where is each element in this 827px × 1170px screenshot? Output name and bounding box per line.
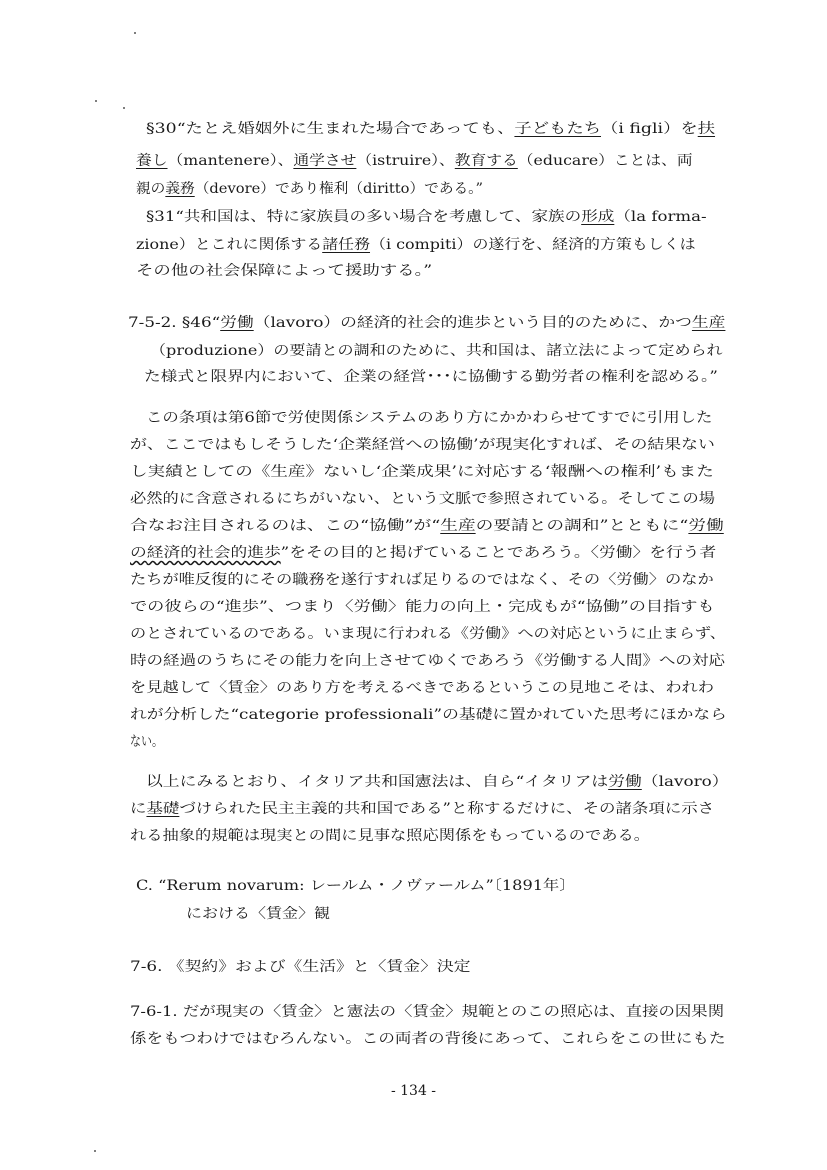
emphasized-term: 義務 (165, 181, 195, 197)
text-line (130, 626, 726, 642)
text-run: の要請との調和”とともに“ (475, 518, 689, 534)
text-run: （mantenere）、 (167, 153, 294, 169)
text-run: での彼らの“進歩”、つまり〈労働〉能力の向上・完成もが“協働”の目指すも (130, 599, 715, 615)
text-line (136, 878, 575, 894)
text-run: （educare）ことは、両 (517, 153, 693, 169)
text-run: （produzione）の要請との調和のために、共和国は、諸立法によって定められ (150, 343, 723, 359)
text-line (130, 599, 715, 615)
text-line (130, 572, 714, 588)
text-line (130, 518, 724, 534)
text-line (150, 343, 723, 359)
text-line (136, 181, 483, 197)
emphasized-term: 労働 (608, 774, 642, 790)
text-run: （i figli）を (601, 121, 698, 137)
text-line (130, 680, 714, 696)
text-run: た様式と限界内において、企業の経営･･･に協働する勤労者の権利を認める。” (144, 369, 718, 385)
text-line (186, 906, 330, 922)
emphasized-term: 教育する (454, 153, 518, 169)
text-line (130, 707, 727, 723)
text-line (130, 734, 163, 750)
text-line (130, 653, 725, 669)
text-run: づけられた民主主義的共和国である”と称するだけに、その諸条項に示さ (179, 801, 715, 817)
text-line (130, 1004, 724, 1020)
text-run: 以上にみるとおり、イタリア共和国憲法は、自ら“イタリアは (146, 774, 609, 790)
emphasized-term: 諸任務 (322, 237, 371, 253)
text-run: 親の (136, 181, 166, 197)
emphasized-term: 扶 (697, 121, 716, 137)
text-run: に (130, 801, 147, 817)
text-line (144, 369, 718, 385)
page-number: - 134 - (390, 1083, 437, 1099)
text-run: 必然的に含意されるにちがいない、という文脈で参照されている。そしてこの場 (130, 491, 715, 507)
scan-speck (94, 1150, 96, 1152)
text-run: のとされているのである。いま現に行われる《労働》への対応というに止まらず、 (130, 626, 726, 642)
text-line (130, 1031, 726, 1047)
text-run: この条項は第6節で労使関係システムのあり方にかかわらせてすでに引用した (146, 410, 713, 426)
emphasized-term: 生産 (440, 518, 476, 534)
text-run: （devore）であり権利（diritto）である。” (194, 181, 484, 197)
text-run: （istruire）、 (356, 153, 455, 169)
text-run: を見越して〈賃金〉のあり方を考えるべきであるというこの見地こそは、われわ (130, 680, 714, 696)
text-run: における〈賃金〉観 (186, 906, 330, 922)
text-run: （lavoro） (641, 774, 729, 790)
emphasized-term: 子どもたち (514, 121, 602, 137)
text-line (130, 828, 650, 844)
text-run: （la forma- (614, 209, 707, 225)
emphasized-term: の経済的社会的進歩 (130, 545, 281, 561)
emphasized-term: 通学させ (293, 153, 357, 169)
text-run: れる抽象的規範は現実との間に見事な照応関係をもっているのである。 (130, 828, 650, 844)
text-run: し実績としての《生産》ないし‘企業成果’に対応する‘報酬への権利’もまた (130, 464, 714, 480)
text-run: zione）とこれに関係する (136, 237, 323, 253)
scan-speck (123, 107, 125, 109)
text-line (128, 315, 725, 331)
emphasized-term: 養し (136, 153, 168, 169)
scan-speck (95, 100, 97, 102)
text-line (136, 153, 693, 169)
scan-speck (134, 32, 136, 34)
emphasized-term: 労働 (220, 315, 254, 331)
text-line (136, 263, 432, 279)
emphasized-term: 形成 (581, 209, 615, 225)
text-run: §30“たとえ婚姻外に生まれた場合であっても、 (146, 121, 515, 137)
text-line (146, 209, 707, 225)
text-line (130, 464, 714, 480)
text-line (130, 801, 714, 817)
text-run: 7-6. 《契約》および《生活》と〈賃金〉決定 (130, 959, 471, 975)
text-line (130, 437, 715, 453)
text-run: 係をもつわけではむろんない。この両者の背後にあって、これらをこの世にもた (130, 1031, 726, 1047)
text-run: が、ここではもしそうした‘企業経営への協働’が現実化すれば、その結果ない (130, 437, 715, 453)
text-run: その他の社会保障によって援助する。” (136, 263, 433, 279)
emphasized-term: 基礎 (146, 801, 180, 817)
text-run: ”をその目的と掲げていることであろう。〈労働〉を行う者 (280, 545, 717, 561)
emphasized-term: 生産 (691, 315, 726, 331)
emphasized-term: 労働 (688, 518, 724, 534)
text-run: （lavoro）の経済的社会的進歩という目的のために、かつ (253, 315, 692, 331)
text-line (146, 410, 712, 426)
text-line (146, 121, 715, 137)
text-run: れが分析した“categorie professionali”の基礎に置かれていた思考にほかなら (130, 707, 727, 723)
text-run: たちが唯反復的にその職務を遂行すれば足りるのではなく、その〈労働〉のなか (130, 572, 714, 588)
text-run: 合なお注目されるのは、この“協働”が“ (130, 518, 441, 534)
text-run: 7-5-2. §46“ (128, 315, 221, 331)
text-line (136, 237, 696, 253)
text-run: C. “Rerum novarum: レールム・ノヴァールム”〔1891年〕 (136, 878, 576, 894)
text-run: 時の経過のうちにその能力を向上させてゆくであろう《労働する人間》への対応 (130, 653, 725, 669)
text-run: 7-6-1. だが現実の〈賃金〉と憲法の〈賃金〉規範とのこの照応は、直接の因果関 (130, 1004, 725, 1020)
text-line (130, 959, 471, 975)
text-run: （i compiti）の遂行を、経済的方策もしくは (370, 237, 696, 253)
text-run: §31“共和国は、特に家族員の多い場合を考慮して、家族の (146, 209, 582, 225)
text-run: ない。 (130, 734, 163, 750)
text-line (130, 545, 716, 561)
text-line (130, 491, 715, 507)
text-line (146, 774, 729, 790)
